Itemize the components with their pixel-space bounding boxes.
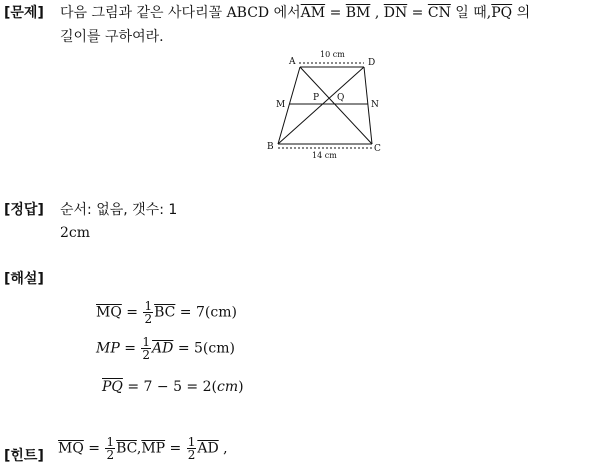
seg-pq: $\overline{PQ}$ bbox=[102, 379, 123, 395]
seg-mp: $\overline{MP}$ bbox=[141, 440, 166, 457]
eq-sign: = bbox=[165, 440, 186, 457]
problem-text-b: 일 때, bbox=[450, 5, 492, 21]
equals-2: = bbox=[407, 5, 428, 21]
result: = 7 − 5 = 2( bbox=[122, 379, 217, 395]
denominator: 2 bbox=[106, 448, 115, 462]
answer-value: 2cm bbox=[60, 225, 91, 241]
label-bottom-length: 14 cm bbox=[312, 151, 337, 160]
denominator: 2 bbox=[142, 348, 151, 362]
problem-line-2: 길이를 구하여라. bbox=[60, 29, 164, 45]
comma: , bbox=[136, 440, 142, 457]
eq-sign: = bbox=[83, 440, 105, 457]
seg-ad: $\overline{AD}$ bbox=[152, 340, 174, 357]
seg-bc: $\overline{BC}$ bbox=[116, 440, 137, 457]
solution-line-3 bbox=[102, 379, 244, 395]
seg-mq: $\overline{MQ}$ bbox=[96, 304, 122, 321]
label-b: B bbox=[267, 142, 274, 152]
fraction-half bbox=[187, 436, 197, 461]
result: = 5(cm) bbox=[173, 340, 235, 357]
separator: , bbox=[370, 5, 384, 21]
segment-cn: $\overline{CN}$ bbox=[427, 5, 451, 21]
result: = 7(cm) bbox=[175, 304, 237, 321]
label-top-length: 10 cm bbox=[320, 50, 345, 59]
close-paren: ) bbox=[238, 379, 244, 395]
seg-mq: $\overline{MQ}$ bbox=[58, 440, 84, 457]
label-m: M bbox=[276, 100, 286, 110]
diagonal-bd bbox=[278, 67, 364, 144]
label-c: C bbox=[374, 144, 381, 154]
segment-pq: $\overline{PQ}$ bbox=[491, 5, 513, 21]
problem-line-1 bbox=[60, 2, 530, 22]
solution-line-1 bbox=[96, 300, 237, 325]
numerator: 1 bbox=[142, 335, 151, 349]
denominator: 2 bbox=[144, 312, 153, 326]
label-a: A bbox=[289, 57, 296, 67]
segment-dn: $\overline{DN}$ bbox=[383, 5, 408, 21]
hint-tag: [힌트] bbox=[4, 448, 44, 464]
solution-line-2 bbox=[96, 336, 235, 361]
fraction-half bbox=[143, 300, 153, 325]
label-n: N bbox=[371, 100, 379, 110]
unit: cm bbox=[216, 379, 239, 395]
seg-bc: $\overline{BC}$ bbox=[154, 304, 176, 321]
denominator: 2 bbox=[187, 448, 196, 462]
segment-am: $\overline{AM}$ bbox=[300, 5, 326, 21]
fraction-half bbox=[141, 336, 151, 361]
equals-1: = bbox=[325, 5, 346, 21]
eq-sign: = bbox=[121, 304, 143, 321]
trapezoid-figure bbox=[262, 44, 392, 164]
label-q: Q bbox=[337, 93, 345, 103]
problem-text-c: 의 bbox=[512, 5, 531, 21]
label-d: D bbox=[368, 58, 376, 68]
numerator: 1 bbox=[144, 299, 153, 313]
problem-text-a: 다음 그림과 같은 사다리꼴 ABCD 에서 bbox=[60, 5, 301, 21]
fraction-half bbox=[105, 436, 115, 461]
eq-sign: = bbox=[119, 340, 141, 357]
diagonal-ac bbox=[300, 67, 372, 144]
segment-bm: $\overline{BM}$ bbox=[345, 5, 371, 21]
tail: , bbox=[218, 440, 228, 457]
label-p: P bbox=[313, 93, 320, 103]
seg-mp: MP bbox=[96, 340, 120, 357]
seg-ad: $\overline{AD}$ bbox=[197, 440, 219, 457]
hint-line bbox=[58, 436, 228, 461]
answer-tag: [정답] bbox=[4, 202, 44, 218]
numerator: 1 bbox=[106, 435, 115, 449]
solution-tag: [해설] bbox=[4, 271, 44, 287]
numerator: 1 bbox=[187, 435, 196, 449]
answer-meta: 순서: 없음, 갯수: 1 bbox=[60, 202, 178, 218]
problem-tag: [문제] bbox=[4, 5, 44, 21]
